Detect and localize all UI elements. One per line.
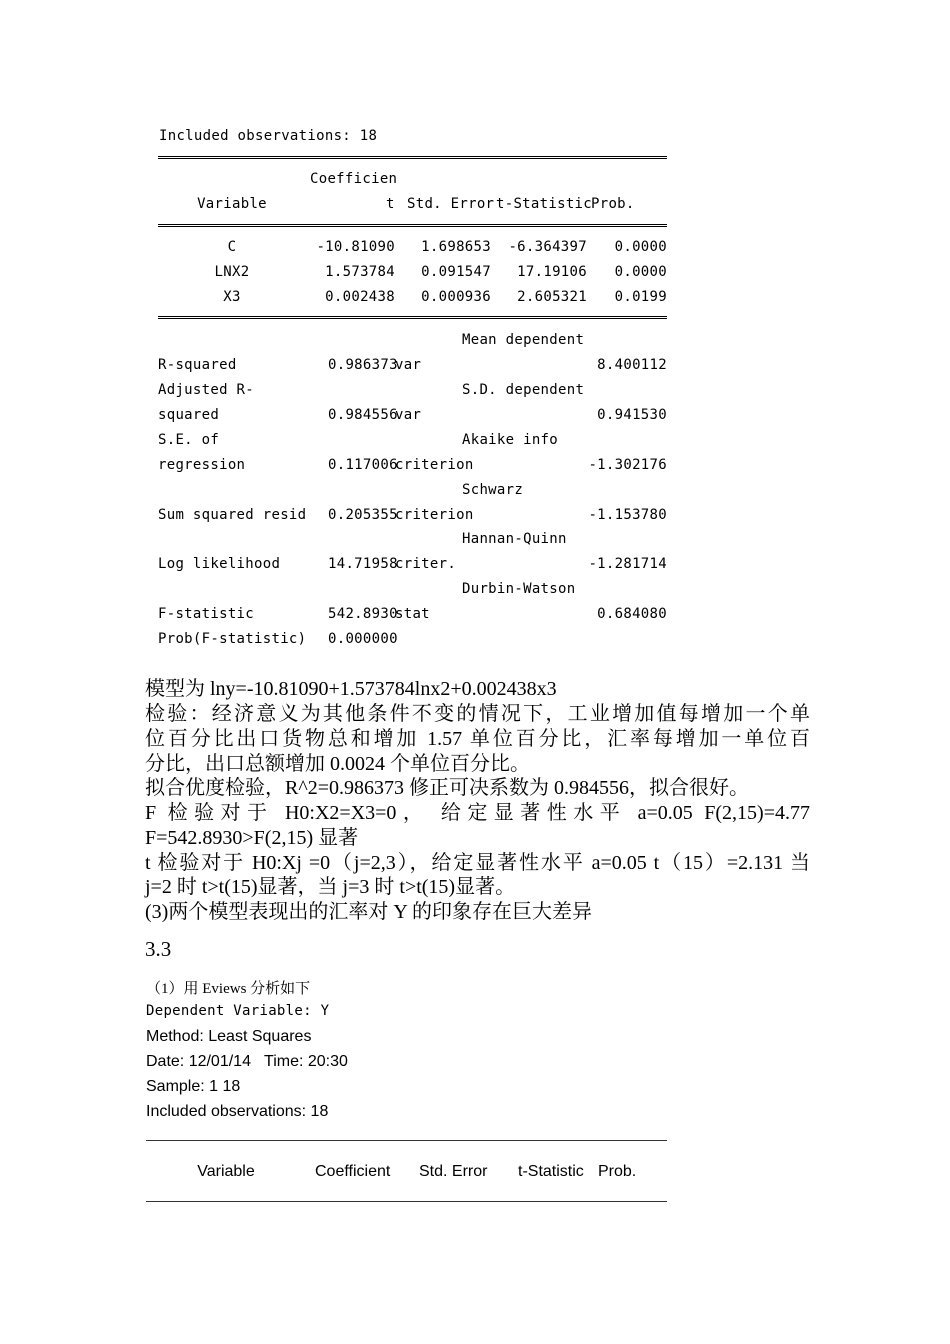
stat-sd-dependent-label: S.D. dependent [462, 382, 585, 398]
row-coefficient: -10.81090 [316, 239, 395, 255]
sample: Sample: 1 18 [146, 1078, 241, 1095]
stat-adj-r-squared-label: Adjusted R- [158, 382, 255, 398]
t-test-line1: t 检验对于 H0:Xj =0（j=2,3），给定显著性水平 a=0.05 t（15）=2.131 当 [145, 852, 810, 874]
stat-log-likelihood-value: 14.71958 [328, 556, 398, 572]
economic-test-line2: 位百分比出口货物总和增加 1.57 单位百分比，汇率每增加一单位百 [145, 728, 810, 750]
economic-test-line1: 检验：经济意义为其他条件不变的情况下，工业增加值每增加一个单 [145, 703, 810, 725]
stat-ssr-value: 0.205355 [328, 507, 398, 523]
row-prob: 0.0199 [614, 289, 667, 305]
stat-mean-dependent-label2: var [395, 357, 422, 373]
table2-header-variable: Variable [197, 1163, 255, 1180]
header-rule [158, 224, 667, 227]
row-coefficient: 0.002438 [325, 289, 395, 305]
stat-akaike-value: -1.302176 [588, 457, 667, 473]
f-test-line1: F 检验对于 H0:X2=X3=0， 给定显著性水平 a=0.05 F(2,15)=4.77 [145, 802, 810, 824]
row-variable: X3 [223, 289, 241, 305]
stat-prob-f-label: Prob(F-statistic) [158, 631, 307, 647]
included-observations: Included observations: 18 [159, 128, 378, 144]
row-std-error: 0.000936 [421, 289, 491, 305]
stat-se-regression-value: 0.117006 [328, 457, 398, 473]
row-coefficient: 1.573784 [325, 264, 395, 280]
stat-adj-r-squared-label2: squared [158, 407, 220, 423]
table2-top-rule [146, 1140, 667, 1141]
row-t-statistic: 2.605321 [517, 289, 587, 305]
table2-header-coefficient: Coefficient [315, 1163, 391, 1180]
row-variable: C [227, 239, 237, 255]
model-equation: 模型为 lny=-10.81090+1.573784lnx2+0.002438x3 [145, 678, 557, 700]
stat-mean-dependent-label: Mean dependent [462, 332, 585, 348]
header-variable: Variable [197, 196, 267, 212]
date-time: Date: 12/01/14 Time: 20:30 [146, 1053, 348, 1070]
row-variable: LNX2 [214, 264, 250, 280]
stat-prob-f-value: 0.000000 [328, 631, 398, 647]
row-prob: 0.0000 [614, 264, 667, 280]
table2-header-rule [146, 1201, 667, 1202]
stat-schwarz-value: -1.153780 [588, 507, 667, 523]
stat-adj-r-squared-value: 0.984556 [328, 407, 398, 423]
stat-schwarz-label: Schwarz [462, 482, 524, 498]
stat-hannan-quinn-label: Hannan-Quinn [462, 531, 567, 547]
stat-se-regression-label2: regression [158, 457, 246, 473]
table2-header-prob: Prob. [598, 1163, 637, 1180]
row-t-statistic: 17.19106 [517, 264, 587, 280]
header-std-error: Std. Error [407, 196, 495, 212]
economic-test-line3: 分比，出口总额增加 0.0024 个单位百分比。 [145, 753, 530, 775]
stat-hannan-quinn-value: -1.281714 [588, 556, 667, 572]
table-top-rule [158, 156, 667, 159]
goodness-of-fit: 拟合优度检验，R^2=0.986373 修正可决系数为 0.984556，拟合很好。 [145, 777, 750, 799]
stat-r-squared-label: R-squared [158, 357, 237, 373]
table2-header-t-statistic: t-Statistic [518, 1163, 584, 1180]
t-test-line2: j=2 时 t>t(15)显著，当 j=3 时 t>t(15)显著。 [145, 876, 516, 898]
row-t-statistic: -6.364397 [508, 239, 587, 255]
stat-hannan-quinn-label2: criter. [395, 556, 457, 572]
header-coefficient-line2: t [386, 196, 395, 212]
included-observations-2: Included observations: 18 [146, 1103, 329, 1120]
coefficients-bottom-rule [158, 316, 667, 319]
stat-durbin-watson-label2: stat [395, 606, 430, 622]
row-prob: 0.0000 [614, 239, 667, 255]
dependent-variable: Dependent Variable: Y [146, 1003, 330, 1019]
stat-f-statistic-value: 542.8930 [328, 606, 398, 622]
stat-se-regression-label: S.E. of [158, 432, 220, 448]
stat-ssr-label: Sum squared resid [158, 507, 307, 523]
stat-f-statistic-label: F-statistic [158, 606, 255, 622]
step-1-label: （1）用 Eviews 分析如下 [146, 981, 311, 997]
stat-sd-dependent-label2: var [395, 407, 422, 423]
header-prob: Prob. [591, 196, 635, 212]
stat-log-likelihood-label: Log likelihood [158, 556, 281, 572]
stat-r-squared-value: 0.986373 [328, 357, 398, 373]
stat-schwarz-label2: criterion [395, 507, 474, 523]
stat-mean-dependent-value: 8.400112 [597, 357, 667, 373]
stat-durbin-watson-value: 0.684080 [597, 606, 667, 622]
stat-akaike-label: Akaike info [462, 432, 559, 448]
stat-durbin-watson-label: Durbin-Watson [462, 581, 576, 597]
section-heading: 3.3 [145, 937, 172, 961]
f-test-line2: F=542.8930>F(2,15) 显著 [145, 827, 359, 849]
table2-header-std-error: Std. Error [419, 1163, 488, 1180]
row-std-error: 1.698653 [421, 239, 491, 255]
header-t-statistic: t-Statistic [496, 196, 593, 212]
stat-sd-dependent-value: 0.941530 [597, 407, 667, 423]
conclusion-3: (3)两个模型表现出的汇率对 Y 的印象存在巨大差异 [145, 901, 593, 923]
row-std-error: 0.091547 [421, 264, 491, 280]
method: Method: Least Squares [146, 1028, 312, 1045]
stat-akaike-label2: criterion [395, 457, 474, 473]
header-coefficient-line1: Coefficien [310, 171, 398, 187]
